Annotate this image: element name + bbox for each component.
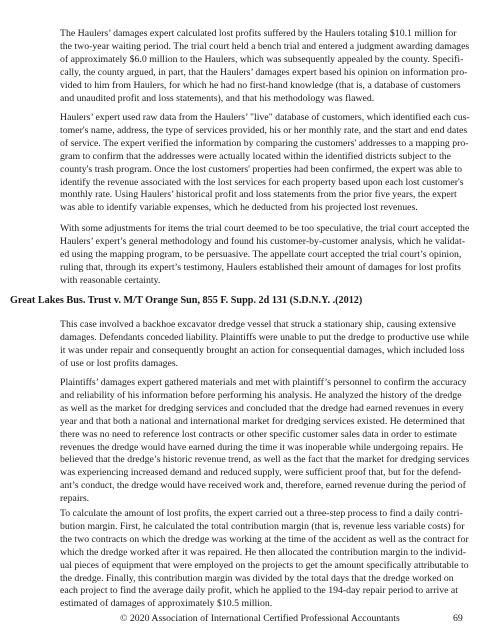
text-line: ruling that, through its expert’s testimony, Haulers established their amount of damages for lost profits (60, 261, 461, 273)
text-line: of use or lost profits damages. (60, 357, 179, 369)
text-line: Haulers’ expert used raw data from the Haulers’ "live" database of customers, which identified each cus- (60, 112, 470, 123)
text-line: each project to find the average daily profit, which he applied to the 194-day repair period to arrive at (60, 585, 458, 597)
text-line: ual pieces of equipment that were employed on the projects to get the amount specifically attributable to (60, 559, 469, 571)
text-line: estimated of damages of approximately $10.5 million. (60, 598, 273, 610)
text-line: revenues the dredge would have earned during the time it was inoperable while undergoing repairs. He (60, 441, 463, 453)
text-line: Haulers’ expert’s general methodology and found his customer-by-customer analysis, which he validat- (60, 235, 465, 247)
paragraph-dredge-case (60, 319, 469, 371)
text-line: The Haulers’ damages expert calculated lost profits suffered by the Haulers totaling $10.1 million for (60, 28, 457, 39)
paragraph-haulers-damages (60, 28, 470, 105)
text-line: with reasonable certainty. (60, 274, 161, 286)
text-line: identify the revenue associated with the lost services for each property based upon each lost customer's (60, 176, 464, 188)
text-line: year and that both a national and international market for dredging services existed. He determined that (60, 415, 465, 427)
text-line: ant’s conduct, the dredge would have received work and, therefore, earned revenue during the period of (60, 480, 466, 492)
text-line: gram to confirm that the addresses were actually located within the identified districts subject to the (60, 150, 451, 162)
paragraph-trial-court-ruling (60, 223, 470, 288)
text-line: county's trash program. Once the lost customers' properties had been confirmed, the expert was able to (60, 163, 463, 175)
text-line: the dredge. Finally, this contribution margin was divided by the total days that the dredge worked on (60, 572, 454, 584)
paragraph-haulers-expert-data (60, 112, 470, 215)
text-line: To calculate the amount of lost profits, the expert carried out a three-step process to find a daily contri- (60, 508, 463, 519)
text-line: This case involved a backhoe excavator dredge vessel that struck a stationary ship, causing extensive (60, 319, 456, 330)
text-line: as well as the market for dredging services and concluded that the dredge had earned revenues in every (60, 402, 464, 414)
text-line: which the dredge worked after it was repaired. He then allocated the contribution margin to the individ- (60, 546, 466, 558)
text-line: Plaintiffs’ damages expert gathered materials and met with plaintiff’s personnel to confirm the accuracy (60, 377, 467, 388)
case-heading: Great Lakes Bus. Trust v. M/T Orange Sun, 855 F. Supp. 2d 131 (S.D.N.Y. .(2012) (10, 295, 363, 306)
text-line: vided to him from Haulers, for which he had no first-hand knowledge (that is, a database of customers (60, 79, 461, 91)
copyright-notice: © 2020 Association of International Certified Professional Accountants (120, 613, 400, 624)
text-line: believed that the dredge’s historic revenue trend, as well as the fact that the market for dredging services (60, 454, 470, 466)
page-number: 69 (453, 613, 463, 624)
text-line: tomer's name, address, the type of services provided, his or her monthly rate, and the start and end dates (60, 124, 468, 136)
text-line: cally, the county argued, in part, that the Haulers’ damages expert based his opinion on information pro- (60, 66, 468, 78)
text-line: monthly rate. Using Haulers’ historical profit and loss statements from the prior five years, the expert (60, 189, 457, 201)
text-line: was able to identify variable expenses, which he deducted from his projected lost revenues. (60, 202, 418, 214)
text-line: damages. Defendants conceded liability. Plaintiffs were unable to put the dredge to productive use while (60, 331, 469, 343)
text-line: of service. The expert verified the information by comparing the customers' addresses to a mapping pro- (60, 137, 469, 149)
text-line: the two contracts on which the dredge was working at the time of the accident as well as the contract for (60, 533, 469, 545)
text-line: With some adjustments for items the trial court deemed to be too speculative, the trial court accepted the (60, 223, 470, 234)
text-line: and reliability of his information before performing his analysis. He analyzed the history of the dredge (60, 389, 462, 401)
text-line: bution margin. First, he calculated the total contribution margin (that is, revenue less variable costs) for (60, 520, 465, 532)
paragraph-plaintiffs-expert (60, 377, 470, 506)
text-line: and unaudited profit and loss statements), and that his methodology was flawed. (60, 92, 375, 104)
text-line: the two-year waiting period. The trial court held a bench trial and entered a judgment awarding damages (60, 40, 470, 52)
text-line: of approximately $6.0 million to the Haulers, which was subsequently appealed by the county. Specifi- (60, 53, 464, 65)
text-line: was experiencing increased demand and reduced supply, were sufficient proof that, but for the defend- (60, 467, 462, 479)
text-line: there was no need to reference lost contracts or other specific customer sales data in order to estimate (60, 428, 457, 440)
text-line: repairs. (60, 493, 90, 505)
text-line: it was under repair and consequently brought an action for consequential damages, which included loss (60, 344, 465, 356)
paragraph-lost-profits-calculation (60, 508, 469, 611)
text-line: ed using the mapping program, to be persuasive. The appellate court accepted the trial court’s opinion, (60, 248, 462, 260)
